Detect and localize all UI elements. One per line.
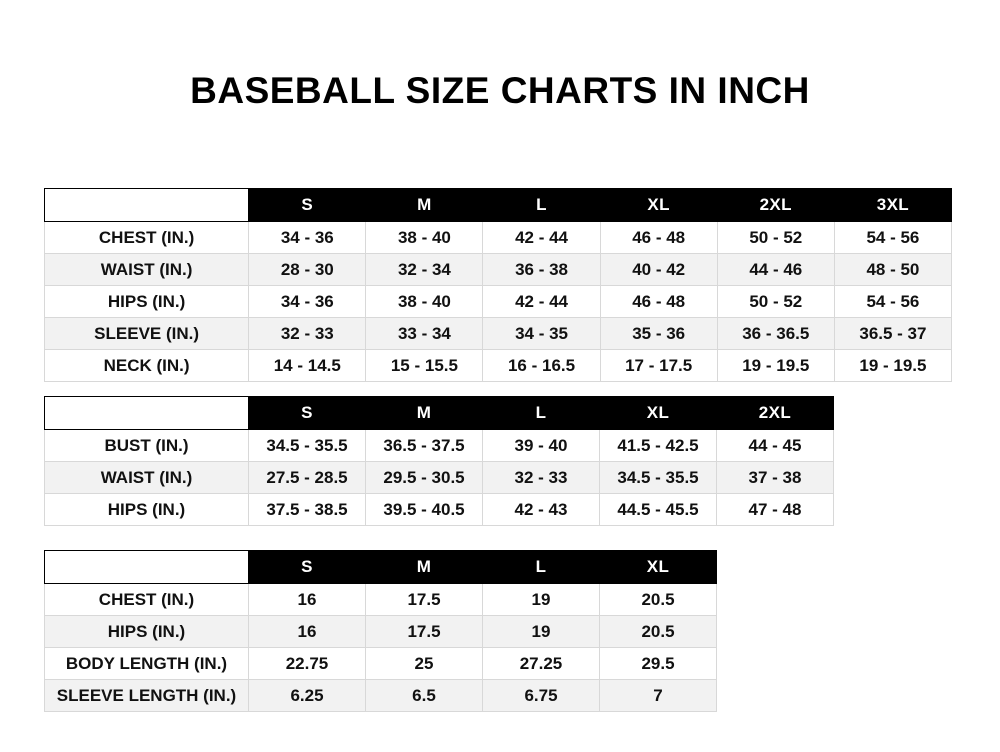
column-header: L	[483, 189, 600, 222]
table-cell: 19	[483, 584, 600, 616]
table-header-row	[45, 551, 717, 584]
table-cell: 16	[249, 584, 366, 616]
column-header: 3XL	[834, 189, 951, 222]
table-row	[45, 584, 717, 616]
table-cell: 44 - 45	[717, 430, 834, 462]
table-cell: 22.75	[249, 648, 366, 680]
table-cell: 34 - 36	[249, 286, 366, 318]
table-cell: 54 - 56	[834, 286, 951, 318]
column-header: M	[366, 189, 483, 222]
column-header: WOMEN'S	[45, 397, 249, 430]
column-header: MEN'S	[45, 189, 249, 222]
column-header: XL	[600, 397, 717, 430]
table-cell: 6.75	[483, 680, 600, 712]
womens-size-table	[44, 396, 834, 526]
table-cell: 6.25	[249, 680, 366, 712]
table-row	[45, 254, 952, 286]
table-cell: 16	[249, 616, 366, 648]
table-cell: 29.5 - 30.5	[366, 462, 483, 494]
table-cell: 42 - 43	[483, 494, 600, 526]
row-label: WAIST (IN.)	[45, 254, 249, 286]
table-cell: 50 - 52	[717, 286, 834, 318]
table-cell: 35 - 36	[600, 318, 717, 350]
youth-size-table	[44, 550, 717, 712]
table-cell: 17.5	[366, 584, 483, 616]
column-header: M	[366, 397, 483, 430]
table-cell: 39 - 40	[483, 430, 600, 462]
table-cell: 36.5 - 37.5	[366, 430, 483, 462]
table-cell: 6.5	[366, 680, 483, 712]
table-cell: 20.5	[600, 616, 717, 648]
table-cell: 19 - 19.5	[834, 350, 951, 382]
column-header: S	[249, 189, 366, 222]
table-cell: 46 - 48	[600, 222, 717, 254]
table-cell: 19	[483, 616, 600, 648]
table-cell: 42 - 44	[483, 222, 600, 254]
table-cell: 32 - 34	[366, 254, 483, 286]
row-label: CHEST (IN.)	[45, 584, 249, 616]
table-cell: 44.5 - 45.5	[600, 494, 717, 526]
table-cell: 47 - 48	[717, 494, 834, 526]
table-row	[45, 680, 717, 712]
table-cell: 27.25	[483, 648, 600, 680]
table-cell: 19 - 19.5	[717, 350, 834, 382]
table-cell: 32 - 33	[249, 318, 366, 350]
column-header: 2XL	[717, 189, 834, 222]
table-cell: 27.5 - 28.5	[249, 462, 366, 494]
row-label: SLEEVE LENGTH (IN.)	[45, 680, 249, 712]
table-row	[45, 430, 834, 462]
table-cell: 7	[600, 680, 717, 712]
mens-size-table	[44, 188, 952, 382]
table-cell: 42 - 44	[483, 286, 600, 318]
row-label: HIPS (IN.)	[45, 494, 249, 526]
column-header: S	[249, 397, 366, 430]
table-cell: 20.5	[600, 584, 717, 616]
table-cell: 17 - 17.5	[600, 350, 717, 382]
table-cell: 39.5 - 40.5	[366, 494, 483, 526]
row-label: HIPS (IN.)	[45, 286, 249, 318]
table-cell: 40 - 42	[600, 254, 717, 286]
column-header: XL	[600, 551, 717, 584]
table-cell: 36.5 - 37	[834, 318, 951, 350]
column-header: XL	[600, 189, 717, 222]
table-cell: 25	[366, 648, 483, 680]
row-label: WAIST (IN.)	[45, 462, 249, 494]
table-cell: 17.5	[366, 616, 483, 648]
column-header: L	[483, 397, 600, 430]
column-header: L	[483, 551, 600, 584]
table-cell: 16 - 16.5	[483, 350, 600, 382]
column-header: M	[366, 551, 483, 584]
column-header: YOUTH	[45, 551, 249, 584]
table-cell: 28 - 30	[249, 254, 366, 286]
table-cell: 14 - 14.5	[249, 350, 366, 382]
table-cell: 46 - 48	[600, 286, 717, 318]
table-cell: 36 - 36.5	[717, 318, 834, 350]
table-cell: 37 - 38	[717, 462, 834, 494]
row-label: BODY LENGTH (IN.)	[45, 648, 249, 680]
table-cell: 36 - 38	[483, 254, 600, 286]
table-cell: 38 - 40	[366, 222, 483, 254]
page-title: BASEBALL SIZE CHARTS IN INCH	[190, 70, 810, 111]
table-cell: 15 - 15.5	[366, 350, 483, 382]
table-row	[45, 616, 717, 648]
row-label: SLEEVE (IN.)	[45, 318, 249, 350]
table-cell: 38 - 40	[366, 286, 483, 318]
table-cell: 37.5 - 38.5	[249, 494, 366, 526]
table-header-row	[45, 397, 834, 430]
row-label: HIPS (IN.)	[45, 616, 249, 648]
table-cell: 34 - 36	[249, 222, 366, 254]
table-cell: 34.5 - 35.5	[249, 430, 366, 462]
table-cell: 33 - 34	[366, 318, 483, 350]
column-header: S	[249, 551, 366, 584]
row-label: BUST (IN.)	[45, 430, 249, 462]
table-row	[45, 350, 952, 382]
row-label: CHEST (IN.)	[45, 222, 249, 254]
table-row	[45, 494, 834, 526]
table-cell: 34.5 - 35.5	[600, 462, 717, 494]
table-row	[45, 462, 834, 494]
table-row	[45, 318, 952, 350]
table-row	[45, 648, 717, 680]
table-row	[45, 286, 952, 318]
table-cell: 32 - 33	[483, 462, 600, 494]
table-header-row	[45, 189, 952, 222]
row-label: NECK (IN.)	[45, 350, 249, 382]
table-row	[45, 222, 952, 254]
column-header: 2XL	[717, 397, 834, 430]
table-cell: 48 - 50	[834, 254, 951, 286]
table-cell: 50 - 52	[717, 222, 834, 254]
table-cell: 34 - 35	[483, 318, 600, 350]
table-cell: 44 - 46	[717, 254, 834, 286]
table-cell: 41.5 - 42.5	[600, 430, 717, 462]
table-cell: 29.5	[600, 648, 717, 680]
table-cell: 54 - 56	[834, 222, 951, 254]
